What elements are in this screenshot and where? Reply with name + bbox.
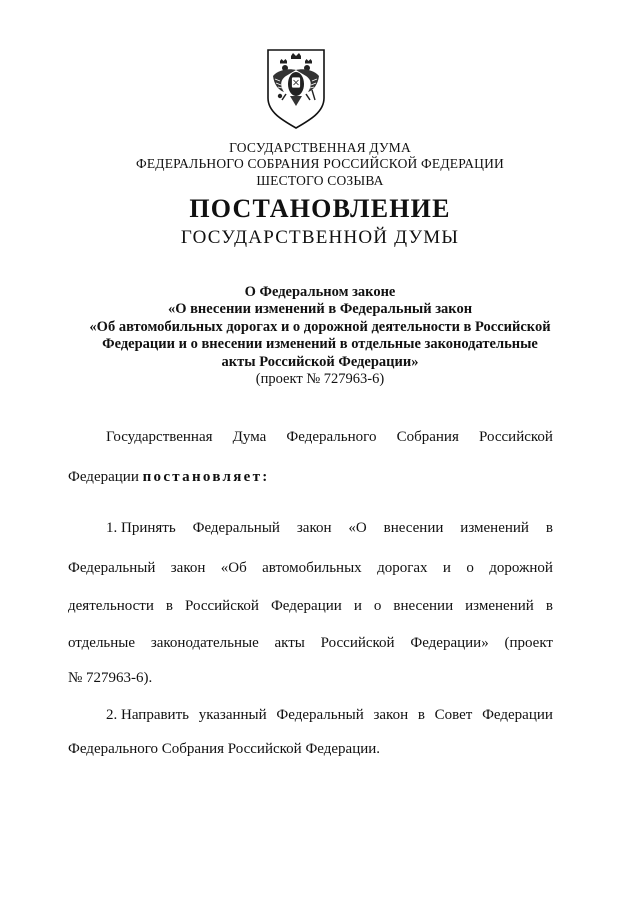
word: 1. Принять: [106, 520, 176, 536]
word: Федерации: [68, 469, 143, 485]
word: внесении: [383, 520, 444, 536]
word: автомобильных: [262, 560, 362, 576]
law-heading-line: О Федеральном законе: [244, 284, 396, 300]
word: Федеральный: [276, 707, 364, 723]
item-2-line-1: [106, 706, 553, 724]
word: дорогах: [377, 560, 428, 576]
word: о: [373, 598, 382, 614]
word: в: [545, 598, 553, 614]
document-title: ПОСТАНОВЛЕНИЕ: [189, 194, 451, 223]
word: Собрания: [396, 429, 459, 445]
word: Федеральный: [192, 520, 280, 536]
word: «О: [348, 520, 367, 536]
item-1-line-2: [68, 559, 553, 577]
item-1-line-4: [68, 634, 553, 652]
project-number: (проект № 727963-6): [255, 371, 385, 388]
word: Российской: [185, 598, 259, 614]
header-line-1: ГОСУДАРСТВЕННАЯ ДУМА: [229, 140, 411, 155]
word: Федерации: [482, 707, 553, 723]
header-line-2: ФЕДЕРАЛЬНОГО СОБРАНИЯ РОССИЙСКОЙ ФЕДЕРАЦИИ: [136, 156, 504, 171]
word: Федеральный: [68, 560, 156, 576]
word: (проект: [504, 635, 553, 651]
word: «Об: [220, 560, 247, 576]
word: в: [417, 707, 425, 723]
word: и: [353, 598, 362, 614]
word: Дума: [232, 429, 267, 445]
word: закон: [170, 560, 206, 576]
word: Федерации: [270, 598, 342, 614]
preamble-line-1: [106, 428, 553, 446]
word: указанный: [198, 707, 267, 723]
word: отдельные: [68, 635, 136, 651]
word: деятельности: [68, 598, 154, 614]
word: закон: [373, 707, 409, 723]
word: закон: [296, 520, 332, 536]
law-heading-line: Федерации и о внесении изменений в отдельные законодательные: [102, 336, 538, 353]
item-2-line-2: Федерального Собрания Российской Федерации.: [68, 741, 381, 757]
preamble-line-2: [68, 468, 553, 486]
word: Федерации»: [410, 635, 489, 651]
item-1-line-5: № 727963-6).: [68, 670, 153, 686]
law-heading-line: «О внесении изменений в Федеральный закон: [167, 301, 473, 318]
word: Совет: [434, 707, 473, 723]
word: в: [545, 520, 553, 536]
item-1-line-3: [68, 597, 553, 615]
word: законодательные: [150, 635, 259, 651]
law-heading-line: «Об автомобильных дорогах и о дорожной деятельности в Российской: [89, 318, 551, 335]
word: Федерального: [286, 429, 377, 445]
resolves-keyword: постановляет:: [142, 469, 270, 485]
word: 2. Направить: [106, 707, 189, 723]
document-subtitle: ГОСУДАРСТВЕННОЙ ДУМЫ: [180, 227, 460, 248]
word: внесении: [393, 598, 454, 614]
word: изменений: [460, 520, 529, 536]
coat-of-arms-icon: [264, 46, 328, 130]
law-heading: [60, 284, 580, 388]
word: в: [165, 598, 173, 614]
word: изменений: [465, 598, 534, 614]
word: Государственная: [106, 429, 213, 445]
header-line-3: ШЕСТОГО СОЗЫВА: [256, 173, 384, 188]
word: Российской: [320, 635, 395, 651]
word: о: [466, 560, 474, 576]
word: Российской: [479, 429, 553, 445]
item-1-line-1: [106, 519, 553, 537]
word: и: [442, 560, 451, 576]
word: дорожной: [489, 560, 553, 576]
law-heading-line: акты Российской Федерации»: [221, 353, 419, 370]
word: акты: [274, 635, 305, 651]
